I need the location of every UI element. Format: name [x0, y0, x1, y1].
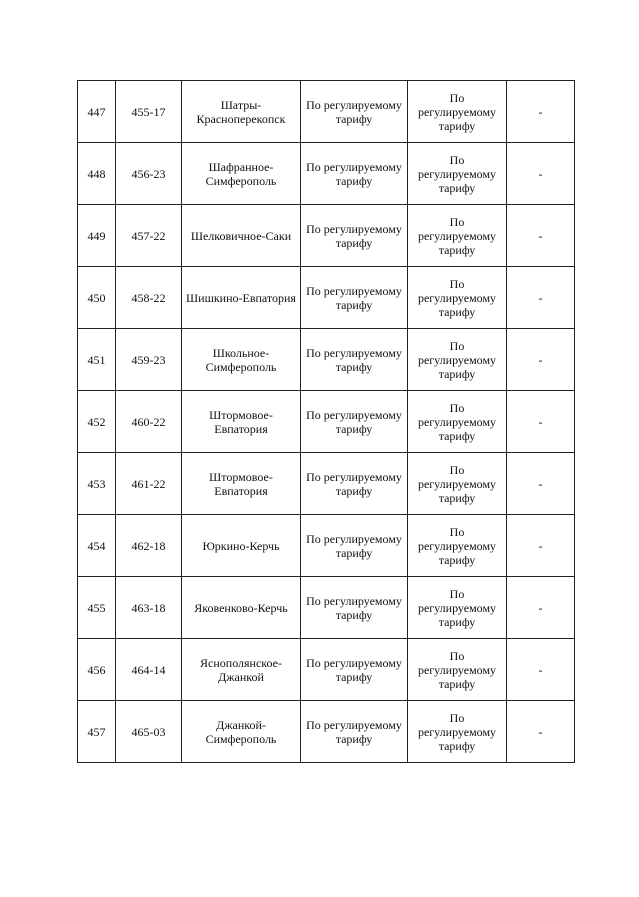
tariff-b: По регулируемому тарифу [417, 586, 497, 629]
tariff-a: По регулируемому тарифу [306, 593, 402, 622]
table-row [78, 391, 575, 453]
tariff-a: По регулируемому тарифу [306, 345, 402, 374]
tariff-a-cell [301, 143, 408, 205]
route-name: Школьное- Симферополь [205, 345, 277, 374]
route-number-cell [116, 143, 182, 205]
route-name: Штормовое- Евпатория [209, 469, 273, 498]
row-number-cell [78, 205, 116, 267]
route-number: 465-03 [131, 724, 166, 739]
tariff-b: По регулируемому тарифу [417, 648, 497, 691]
route-number-cell [116, 453, 182, 515]
route-name-cell [182, 81, 301, 143]
tariff-a-cell [301, 577, 408, 639]
tariff-b-cell [408, 453, 507, 515]
route-number: 461-22 [131, 476, 166, 491]
row-number-cell [78, 81, 116, 143]
tariff-b: По регулируемому тарифу [417, 462, 497, 505]
route-number-cell [116, 577, 182, 639]
tariff-a-cell [301, 515, 408, 577]
extra-value: - [538, 104, 543, 119]
table-row [78, 639, 575, 701]
tariff-b-cell [408, 81, 507, 143]
table-row [78, 701, 575, 763]
route-number-cell [116, 515, 182, 577]
route-name: Юркино-Керчь [202, 538, 280, 553]
route-name-cell [182, 391, 301, 453]
route-name: Штормовое- Евпатория [209, 407, 273, 436]
extra-cell [507, 701, 575, 763]
extra-value: - [538, 166, 543, 181]
extra-cell [507, 515, 575, 577]
row-number-cell [78, 701, 116, 763]
route-number: 457-22 [131, 228, 166, 243]
tariff-a: По регулируемому тарифу [306, 655, 402, 684]
routes-table-body [78, 81, 575, 763]
route-name-cell [182, 205, 301, 267]
row-number-cell [78, 143, 116, 205]
tariff-b-cell [408, 639, 507, 701]
tariff-b-cell [408, 143, 507, 205]
tariff-b: По регулируемому тарифу [417, 338, 497, 381]
row-number: 457 [87, 724, 106, 739]
table-row [78, 329, 575, 391]
route-name: Яковенково-Керчь [194, 600, 288, 615]
extra-cell [507, 453, 575, 515]
route-number-cell [116, 639, 182, 701]
row-number-cell [78, 639, 116, 701]
row-number-cell [78, 329, 116, 391]
row-number: 449 [87, 228, 106, 243]
route-name-cell [182, 639, 301, 701]
row-number: 454 [87, 538, 106, 553]
tariff-b-cell [408, 577, 507, 639]
row-number: 453 [87, 476, 106, 491]
extra-cell [507, 267, 575, 329]
route-number: 456-23 [131, 166, 166, 181]
table-row [78, 143, 575, 205]
extra-value: - [538, 538, 543, 553]
extra-cell [507, 577, 575, 639]
tariff-a-cell [301, 701, 408, 763]
tariff-b-cell [408, 391, 507, 453]
table-row [78, 453, 575, 515]
extra-value: - [538, 662, 543, 677]
tariff-b-cell [408, 515, 507, 577]
tariff-a: По регулируемому тарифу [306, 159, 402, 188]
tariff-b-cell [408, 701, 507, 763]
route-number-cell [116, 81, 182, 143]
row-number-cell [78, 453, 116, 515]
routes-table [77, 80, 575, 763]
route-name-cell [182, 267, 301, 329]
tariff-a-cell [301, 391, 408, 453]
table-row [78, 205, 575, 267]
tariff-b: По регулируемому тарифу [417, 90, 497, 133]
extra-cell [507, 81, 575, 143]
extra-value: - [538, 476, 543, 491]
tariff-a: По регулируемому тарифу [306, 221, 402, 250]
extra-value: - [538, 290, 543, 305]
tariff-b: По регулируемому тарифу [417, 400, 497, 443]
tariff-b: По регулируемому тарифу [417, 710, 497, 753]
extra-cell [507, 143, 575, 205]
row-number: 450 [87, 290, 106, 305]
route-number: 459-23 [131, 352, 166, 367]
route-number: 458-22 [131, 290, 166, 305]
row-number: 448 [87, 166, 106, 181]
table-row [78, 81, 575, 143]
route-name: Шелковичное-Саки [190, 228, 292, 243]
row-number: 456 [87, 662, 106, 677]
tariff-b-cell [408, 267, 507, 329]
tariff-a: По регулируемому тарифу [306, 407, 402, 436]
route-name-cell [182, 701, 301, 763]
tariff-b-cell [408, 205, 507, 267]
extra-value: - [538, 228, 543, 243]
row-number: 451 [87, 352, 106, 367]
route-number: 460-22 [131, 414, 166, 429]
route-number-cell [116, 701, 182, 763]
extra-cell [507, 391, 575, 453]
route-number-cell [116, 329, 182, 391]
route-number-cell [116, 267, 182, 329]
row-number-cell [78, 515, 116, 577]
tariff-a: По регулируемому тарифу [306, 717, 402, 746]
tariff-a: По регулируемому тарифу [306, 531, 402, 560]
route-name-cell [182, 143, 301, 205]
row-number-cell [78, 391, 116, 453]
extra-value: - [538, 600, 543, 615]
table-row [78, 515, 575, 577]
route-number: 455-17 [131, 104, 166, 119]
route-name: Джанкой- Симферополь [205, 717, 277, 746]
row-number-cell [78, 267, 116, 329]
tariff-b: По регулируемому тарифу [417, 152, 497, 195]
tariff-a-cell [301, 329, 408, 391]
tariff-a: По регулируемому тарифу [306, 283, 402, 312]
route-name-cell [182, 329, 301, 391]
tariff-b: По регулируемому тарифу [417, 524, 497, 567]
tariff-a-cell [301, 81, 408, 143]
route-number: 464-14 [131, 662, 166, 677]
route-number: 463-18 [131, 600, 166, 615]
tariff-a-cell [301, 639, 408, 701]
tariff-a: По регулируемому тарифу [306, 97, 402, 126]
extra-value: - [538, 352, 543, 367]
table-row [78, 267, 575, 329]
table-row [78, 577, 575, 639]
row-number-cell [78, 577, 116, 639]
route-number: 462-18 [131, 538, 166, 553]
tariff-a-cell [301, 205, 408, 267]
extra-cell [507, 205, 575, 267]
row-number: 447 [87, 104, 106, 119]
tariff-a-cell [301, 453, 408, 515]
tariff-b: По регулируемому тарифу [417, 276, 497, 319]
route-name: Шишкино-Евпатория [186, 290, 296, 305]
route-name-cell [182, 577, 301, 639]
route-number-cell [116, 205, 182, 267]
tariff-b: По регулируемому тарифу [417, 214, 497, 257]
extra-cell [507, 639, 575, 701]
row-number: 452 [87, 414, 106, 429]
route-number-cell [116, 391, 182, 453]
route-name: Шатры- Красноперекопск [196, 97, 286, 126]
route-name-cell [182, 515, 301, 577]
route-name-cell [182, 453, 301, 515]
route-name: Яснополянское- Джанкой [200, 655, 282, 684]
row-number: 455 [87, 600, 106, 615]
extra-cell [507, 329, 575, 391]
tariff-b-cell [408, 329, 507, 391]
tariff-a: По регулируемому тарифу [306, 469, 402, 498]
route-name: Шафранное- Симферополь [205, 159, 277, 188]
extra-value: - [538, 414, 543, 429]
extra-value: - [538, 724, 543, 739]
tariff-a-cell [301, 267, 408, 329]
